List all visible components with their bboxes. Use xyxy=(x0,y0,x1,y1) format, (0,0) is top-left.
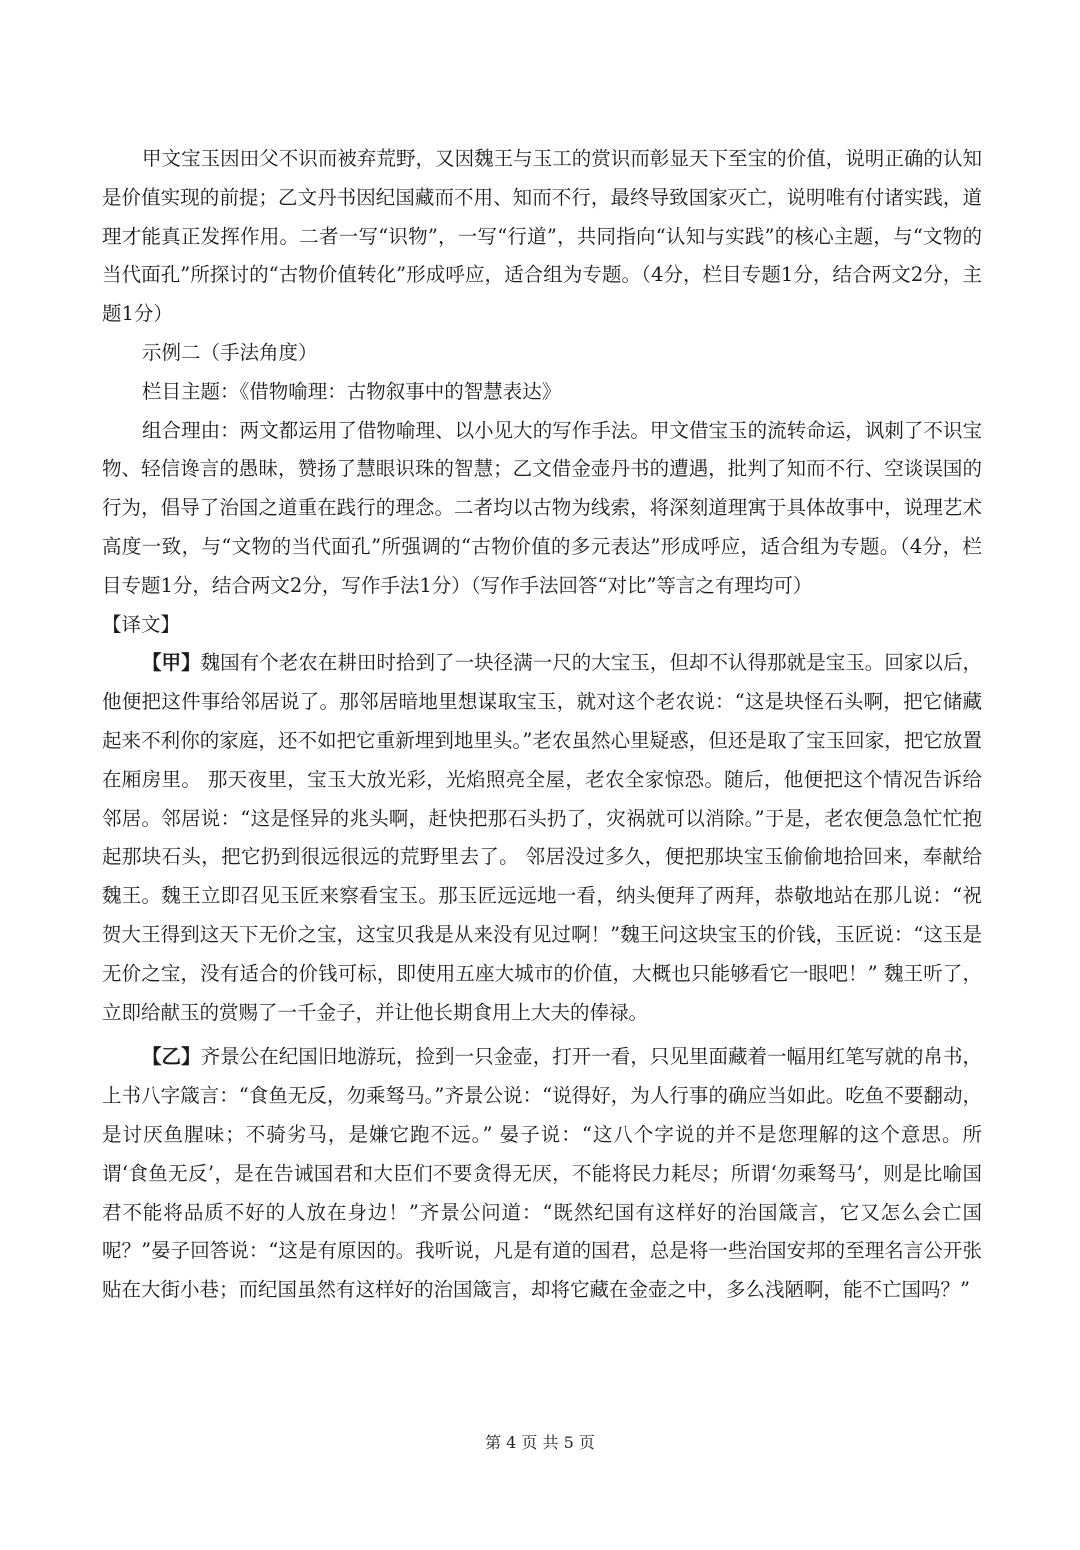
translation-heading: 【译文】 xyxy=(102,612,181,636)
translation-yi-paragraph xyxy=(102,1038,982,1310)
yi-tag: 【乙】 xyxy=(142,1045,201,1069)
translation-jia-paragraph xyxy=(102,644,982,1032)
page-number-footer: 第 4 页 共 5 页 xyxy=(485,1433,595,1452)
example1-reason-continued: 甲文宝玉因田父不识而被弃荒野，又因魏王与玉工的赏识而彰显天下至宝的价值，说明正确的认知是价值实现的前提；乙文丹书因纪国藏而不用、知而不行，最终导致国家灭亡，说明唯有付诸实践，道理才能真正发挥作用。二者一写“识物”，一写“行道”，共同指向“认知与实践”的核心主题，与“文物的当代面孔”所探讨的“古物价值转化”形成呼应，适合组为专题。（4分，栏目专题1分，结合两文2分，主题1分） xyxy=(102,147,982,326)
jia-text: 魏国有个老农在耕田时拾到了一块径满一尺的大宝玉，但却不认得那就是宝玉。回家以后，他便把这件事给邻居说了。那邻居暗地里想谋取宝玉，就对这个老农说：“这是块怪石头啊，把它储藏起来不利你的家庭，还不如把它重新埋到地里头。”老农虽然心里疑惑，但还是取了宝玉回家，把它放置在厢房里。 那天夜里，宝玉大放光彩，光焰照亮全屋，老农全家惊恐。随后，他便把这个情况告诉给邻居。邻居说：“这是怪异的兆头啊，赶快把那石头扔了，灾祸就可以消除。”于是，老农便急急忙忙抱起那块石头，把它扔到很远很远的荒野里去了。 邻居没过多久，便把那块宝玉偷偷地拾回来，奉献给魏王。魏王立即召见玉匠来察看宝玉。那玉匠远远地一看，纳头便拜了两拜，恭敬地站在那儿说：“祝贺大王得到这天下无价之宝，这宝贝我是从来没有见过啊！”魏王问这块宝玉的价钱，玉匠说：“这玉是无价之宝，没有适合的价钱可标，即使用五座大城市的价值，大概也只能够看它一眼吧！” 魏王听了，立即给献玉的赏赐了一千金子，并让他长期食用上大夫的俸禄。 xyxy=(102,651,982,1024)
yi-text: 齐景公在纪国旧地游玩，捡到一只金壶，打开一看，只见里面藏着一幅用红笔写就的帛书，上书八字箴言：“食鱼无反，勿乘驽马。”齐景公说：“说得好，为人行事的确应当如此。吃鱼不要翻动，是讨厌鱼腥味；不骑劣马，是嫌它跑不远。” 晏子说：“这八个字说的并不是您理解的这个意思。所谓‘食鱼无反’，是在告诫国君和大臣们不要贪得无厌，不能将民力耗尽；所谓‘勿乘驽马’，则是比喻国君不能将品质不好的人放在身边！”齐景公问道：“既然纪国有这样好的治国箴言，它又怎么会亡国呢？”晏子回答说：“这是有原因的。我听说，凡是有道的国君，总是将一些治国安邦的至理名言公开张贴在大街小巷；而纪国虽然有这样好的治国箴言，却将它藏在金壶之中，多么浅陋啊，能不亡国吗？” xyxy=(102,1045,982,1302)
example2-reason: 组合理由：两文都运用了借物喻理、以小见大的写作手法。甲文借宝玉的流转命运，讽刺了不识宝物、轻信谗言的愚昧，赞扬了慧眼识珠的智慧；乙文借金壶丹书的遭遇，批判了知而不行、空谈误国的行为，倡导了治国之道重在践行的理念。二者均以古物为线索，将深刻道理寓于具体故事中，说理艺术高度一致，与“文物的当代面孔”所强调的“古物价值的多元表达”形成呼应，适合组为专题。（4分，栏目专题1分，结合两文2分，写作手法1分）（写作手法回答“对比”等言之有理均可） xyxy=(102,418,982,597)
jia-tag: 【甲】 xyxy=(142,651,201,675)
page-content xyxy=(102,140,982,1310)
example2-heading: 示例二（手法角度） xyxy=(142,340,318,364)
example2-theme: 栏目主题：《借物喻理：古物叙事中的智慧表达》 xyxy=(142,379,562,403)
